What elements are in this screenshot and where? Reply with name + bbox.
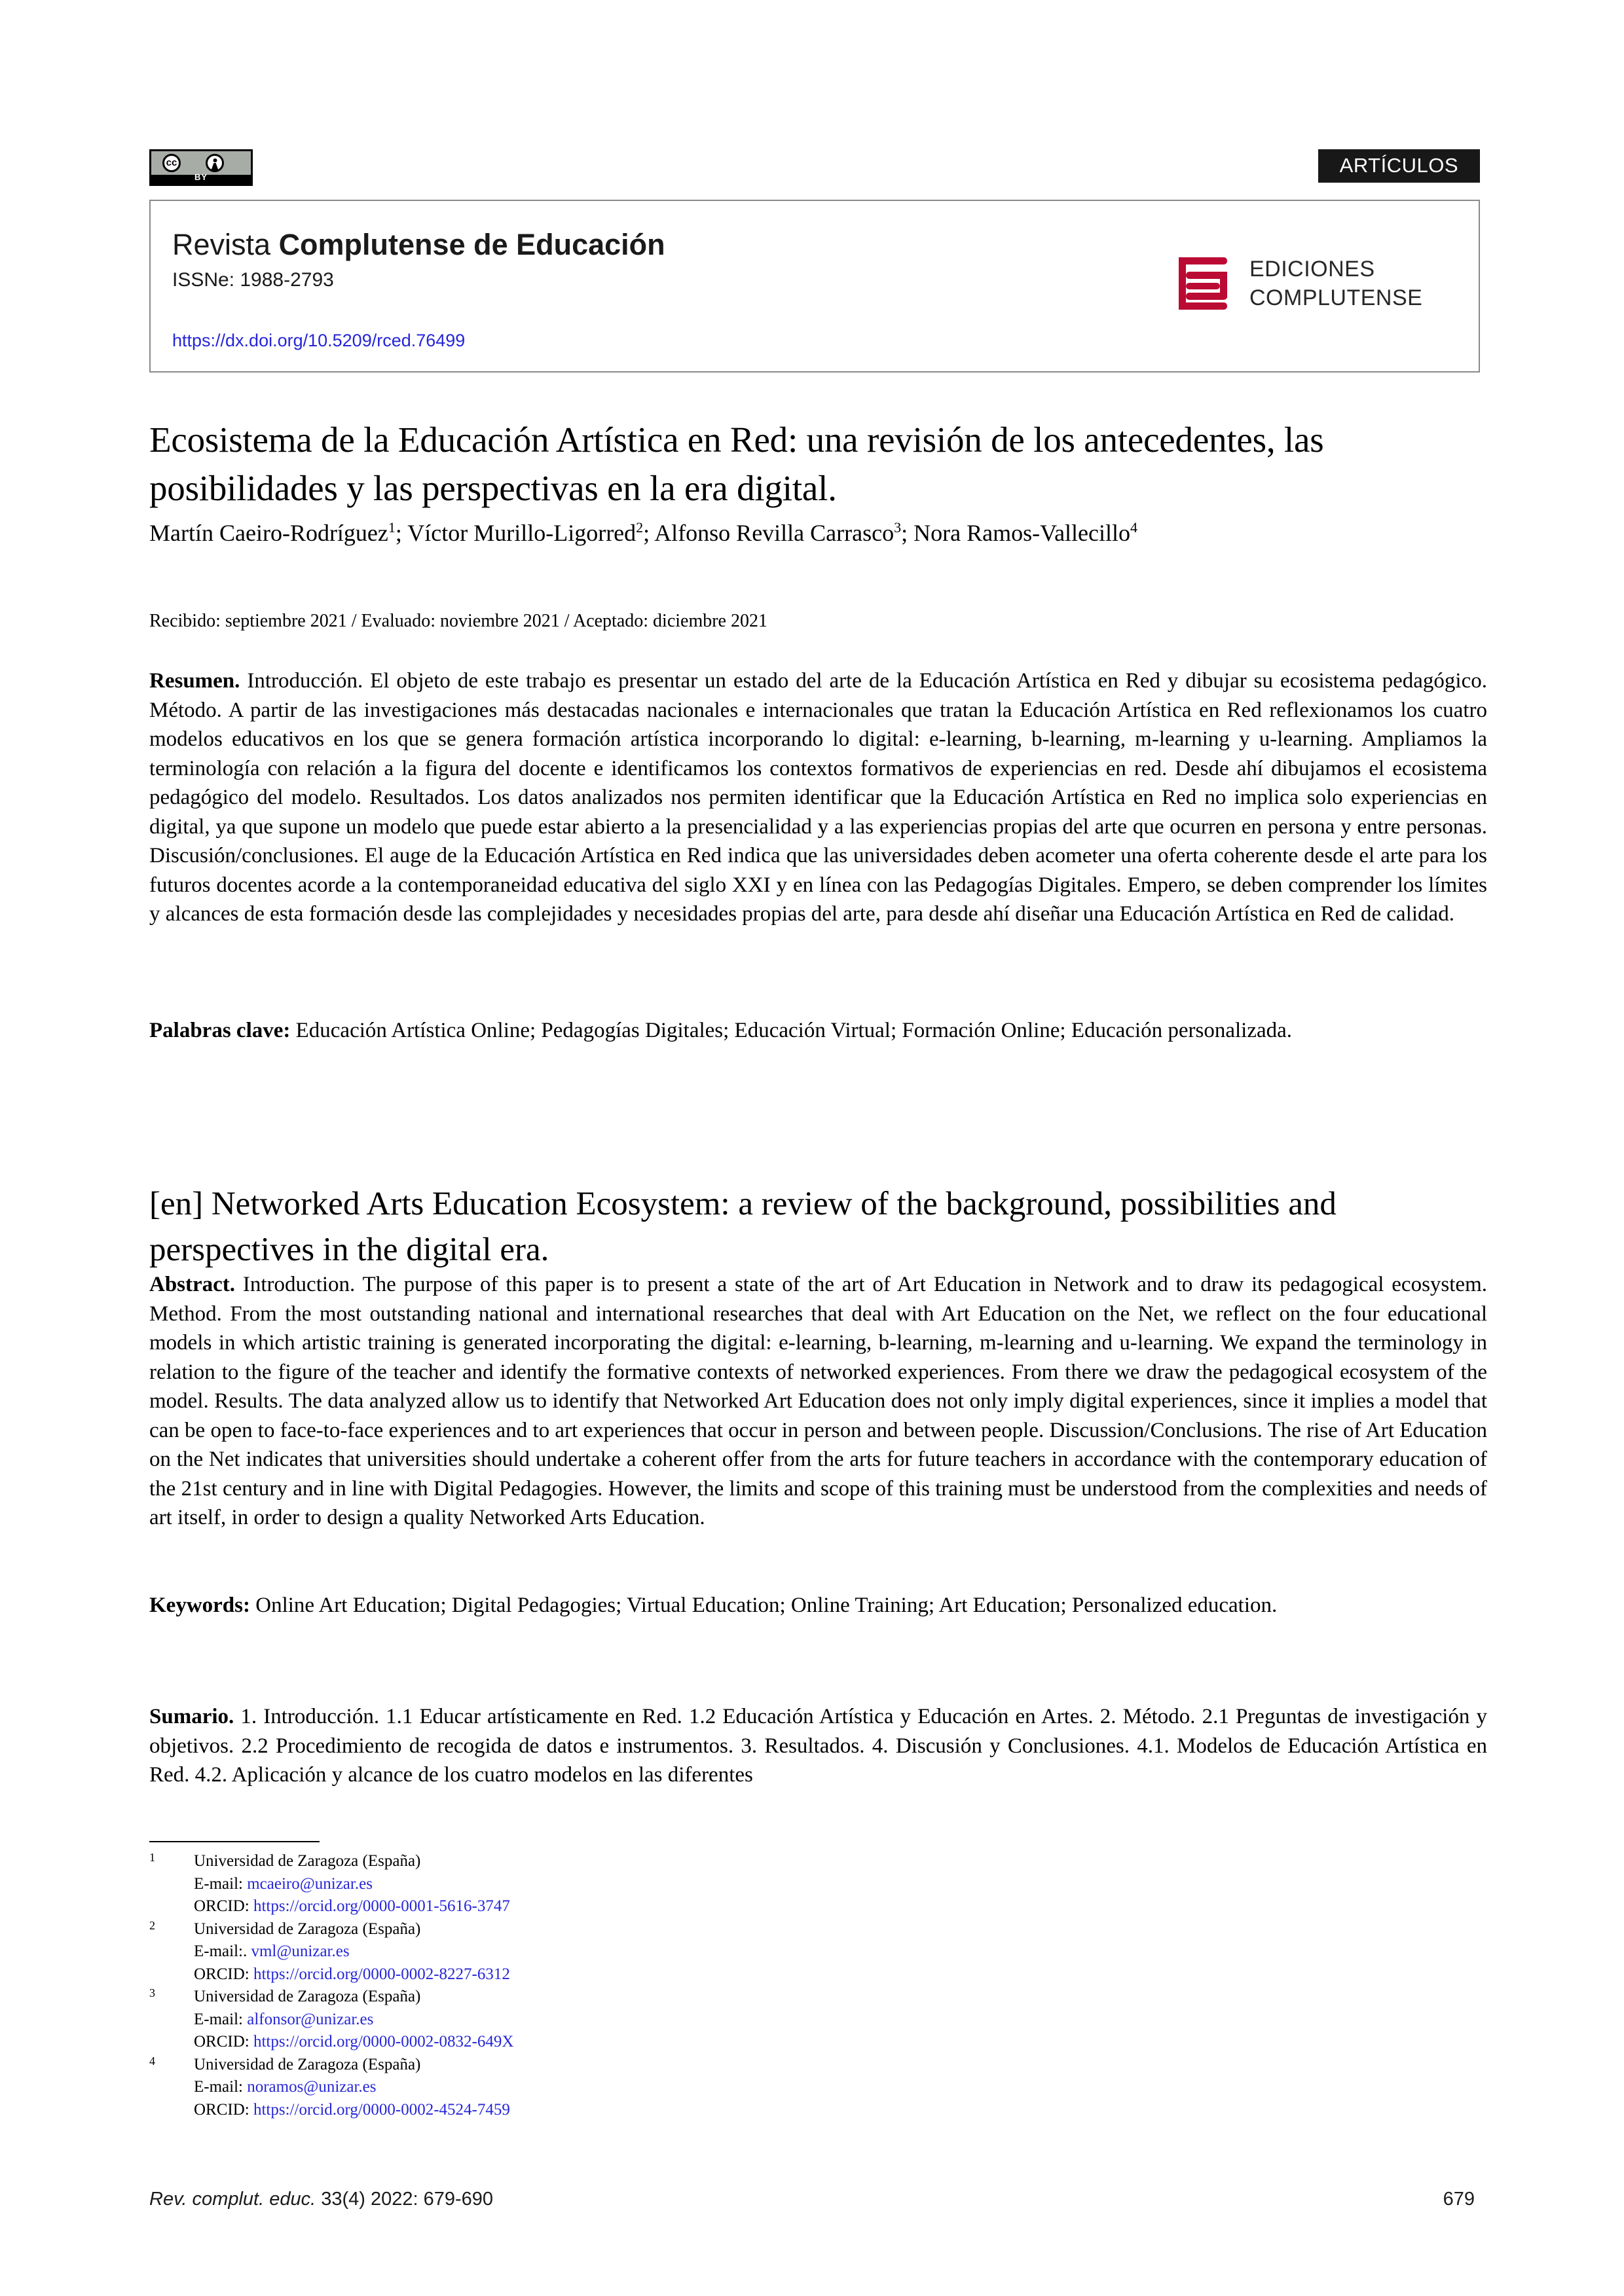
person-head	[213, 158, 217, 162]
footnote-item	[149, 1918, 1066, 1986]
journal-issn: ISSNe: 1988-2793	[172, 269, 334, 291]
footer-citation-journal: Rev. complut. educ.	[149, 2189, 316, 2210]
footnote-marker: 4	[149, 2054, 155, 2068]
person-body	[212, 163, 219, 170]
person-glyph-icon	[212, 158, 219, 170]
footnote-orcid-row	[194, 2031, 1066, 2054]
footnote-item	[149, 1986, 1066, 2054]
sumario-body: 1. Introducción. 1.1 Educar artísticamente en Red. 1.2 Educación Artística y Educación en Artes. 2. Método. 2.1 Preguntas de investigación y objetivos. 2.2 Procedimiento de recogida de datos e instrumentos. 3. Resultados. 4. Discusión y Conclusiones. 4.1. Modelos de Educación Artística en Red. 4.2. Aplicación y alcance de los cuatro modelos en las diferentes	[149, 1705, 1487, 1787]
footnote-email-row	[194, 1873, 1066, 1896]
footnote-email-row	[194, 1941, 1066, 1963]
ediciones-complutense-mark-icon	[1177, 255, 1235, 312]
ediciones-complutense-wordmark	[1249, 255, 1422, 312]
author-affiliation-marker: 1	[388, 519, 396, 536]
sumario-contents	[149, 1702, 1487, 1790]
author-list: Martín Caeiro-Rodríguez$^1$; Víctor Murillo-Ligorred$^2$; Alfonso Revilla Carrasco$^3$; Nora Ramos-Vallecillo$^4$	[149, 519, 1138, 546]
keywords-es	[149, 1016, 1487, 1046]
footnote-item	[149, 2054, 1066, 2122]
author-name: Víctor Murillo-Ligorred	[407, 520, 637, 546]
submission-dates: Recibido: septiembre 2021 / Evaluado: noviembre 2021 / Aceptado: diciembre 2021	[149, 611, 767, 631]
author-affiliation-marker: 2	[636, 519, 644, 536]
footnote-orcid-row	[194, 2099, 1066, 2122]
orcid-link[interactable]: https://orcid.org/0000-0001-5616-3747	[253, 1897, 510, 1915]
article-title-en: [en] Networked Arts Education Ecosystem: a review of the background, possibilities and perspectives in the digital era.	[149, 1186, 1337, 1269]
publisher-line-1: EDICIONES	[1249, 257, 1375, 282]
keywords-en-body: Online Art Education; Digital Pedagogies; Virtual Education; Online Training; Art Education; Personalized education.	[249, 1594, 1278, 1617]
author-affiliation-marker: 3	[894, 519, 902, 536]
email-link[interactable]: mcaeiro@unizar.es	[247, 1874, 373, 1893]
email-link[interactable]: vml@unizar.es	[251, 1942, 350, 1960]
footnote-item	[149, 1850, 1066, 1918]
email-label: E-mail:	[194, 2078, 248, 2096]
abstract-en-body: Introduction. The purpose of this paper is to present a state of the art of Art Education in Network and to draw its pedagogical ecosystem. Method. From the most outstanding national and international researches that deal with Art Education on the Net, we reflect on the four educational models in which artistic training is generated incorporating the digital: e-learning, b-learning, m-learning and u-learning. We expand the terminology in relation to the figure of the teacher and identify the formative contexts of networked experiences. From there we draw the pedagogical ecosystem of the model. Results. The data analyzed allow us to identify that Networked Art Education does not only imply digital experiences, since it implies a model that can be open to face-to-face experiences and to art experiences that occur in person and between people. Discussion/Conclusions. The rise of Art Education on the Net indicates that universities should undertake a coherent offer from the arts for future teachers in accordance with the contemporary education of the 21st century and in line with Digital Pedagogies. However, the limits and scope of this training must be understood from the complexities and needs of art itself, in order to design a quality Networked Arts Education.	[149, 1273, 1487, 1529]
footnote-affiliation: Universidad de Zaragoza (España)	[194, 1988, 421, 2005]
orcid-link[interactable]: https://orcid.org/0000-0002-8227-6312	[253, 1965, 510, 1983]
footnote-affiliation: Universidad de Zaragoza (España)	[194, 1920, 421, 1938]
footnote-email-row	[194, 2009, 1066, 2032]
page-number: 679	[1443, 2189, 1475, 2210]
footnote-email-row	[194, 2076, 1066, 2099]
author-name: Nora Ramos-Vallecillo	[913, 520, 1131, 546]
section-tag-articulos: ARTÍCULOS	[1318, 149, 1480, 183]
keywords-es-body: Educación Artística Online; Pedagogías Digitales; Educación Virtual; Formación Online; Educación personalizada.	[290, 1019, 1293, 1042]
article-title-es: Ecosistema de la Educación Artística en Red: una revisión de los antecedentes, las posibilidades y las perspectivas en la era digital.	[149, 419, 1324, 508]
journal-title-light: Revista	[172, 228, 279, 261]
keywords-en	[149, 1591, 1487, 1620]
email-label: E-mail:	[194, 2010, 248, 2028]
orcid-label: ORCID:	[194, 2100, 253, 2119]
journal-masthead-box	[149, 200, 1480, 373]
footnote-marker: 3	[149, 1986, 155, 1999]
author-name: Martín Caeiro-Rodríguez	[149, 520, 388, 546]
cc-person-circle-icon	[206, 154, 224, 172]
sumario-label: Sumario.	[149, 1705, 234, 1728]
creative-commons-by-icon[interactable]	[149, 149, 253, 186]
keywords-en-label: Keywords:	[149, 1594, 250, 1617]
abstract-en	[149, 1270, 1487, 1533]
footer-citation	[149, 2190, 493, 2209]
footnote-affiliation: Universidad de Zaragoza (España)	[194, 2055, 421, 2073]
author-name: Alfonso Revilla Carrasco	[654, 520, 895, 546]
orcid-label: ORCID:	[194, 1965, 253, 1983]
abstract-es-body: Introducción. El objeto de este trabajo es presentar un estado del arte de la Educación Artística en Red y dibujar su ecosistema pedagógico. Método. A partir de las investigaciones más destacadas nacionales e internacionales que tratan la Educación Artística en Red reflexionamos los cuatro modelos educativos en los que se genera formación artística incorporando lo digital: e-learning, b-learning, m-learning y u-learning. Ampliamos la terminología con relación a la figura del docente e identificamos los contextos formativos de experiencias en red. Desde ahí dibujamos el ecosistema pedagógico del modelo. Resultados. Los datos analizados nos permiten identificar que la Educación Artística en Red no implica solo experiencias en digital, ya que supone un modelo que puede estar abierto a la presencialidad y a las experiencias propias del arte que ocurren en persona y entre personas. Discusión/conclusiones. El auge de la Educación Artística en Red indica que las universidades deben acometer una oferta coherente desde el arte para los futuros docentes acorde a la contemporaneidad educativa del siglo XXI y en línea con las Pedagogías Digitales. Empero, se deben comprender los límites y alcances de esta formación desde las complejidades y necesidades propias del arte, para desde ahí diseñar una Educación Artística en Red de calidad.	[149, 669, 1487, 926]
publisher-line-2: COMPLUTENSE	[1249, 285, 1423, 310]
doi-link[interactable]: https://dx.doi.org/10.5209/rced.76499	[172, 331, 466, 350]
footnote-marker: 2	[149, 1918, 155, 1932]
email-label: E-mail:.	[194, 1942, 251, 1960]
journal-title	[172, 230, 665, 259]
footnote-affiliation: Universidad de Zaragoza (España)	[194, 1852, 421, 1870]
orcid-label: ORCID:	[194, 2033, 253, 2050]
keywords-es-label: Palabras clave:	[149, 1019, 291, 1042]
footnote-marker: 1	[149, 1851, 155, 1864]
cc-circle-icon: cc	[162, 154, 181, 172]
abstract-es	[149, 666, 1487, 929]
abstract-es-label: Resumen.	[149, 669, 240, 693]
footnote-list	[149, 1850, 1066, 2121]
email-link[interactable]: noramos@unizar.es	[247, 2078, 377, 2096]
journal-title-bold: Complutense de Educación	[278, 228, 665, 261]
ediciones-complutense-logo	[1177, 252, 1459, 324]
orcid-label: ORCID:	[194, 1897, 253, 1915]
footer-citation-volume: 33(4) 2022: 679-690	[316, 2189, 494, 2210]
orcid-link[interactable]: https://orcid.org/0000-0002-0832-649X	[253, 2033, 514, 2050]
cc-by-label: BY	[194, 172, 208, 182]
footnote-orcid-row	[194, 1895, 1066, 1918]
top-strip	[149, 149, 1480, 199]
footnote-orcid-row	[194, 1963, 1066, 1986]
email-link[interactable]: alfonsor@unizar.es	[247, 2010, 374, 2028]
abstract-en-label: Abstract.	[149, 1273, 236, 1296]
email-label: E-mail:	[194, 1874, 248, 1893]
footnote-separator-rule	[149, 1841, 320, 1842]
orcid-link[interactable]: https://orcid.org/0000-0002-4524-7459	[253, 2100, 510, 2119]
author-affiliation-marker: 4	[1130, 519, 1138, 536]
